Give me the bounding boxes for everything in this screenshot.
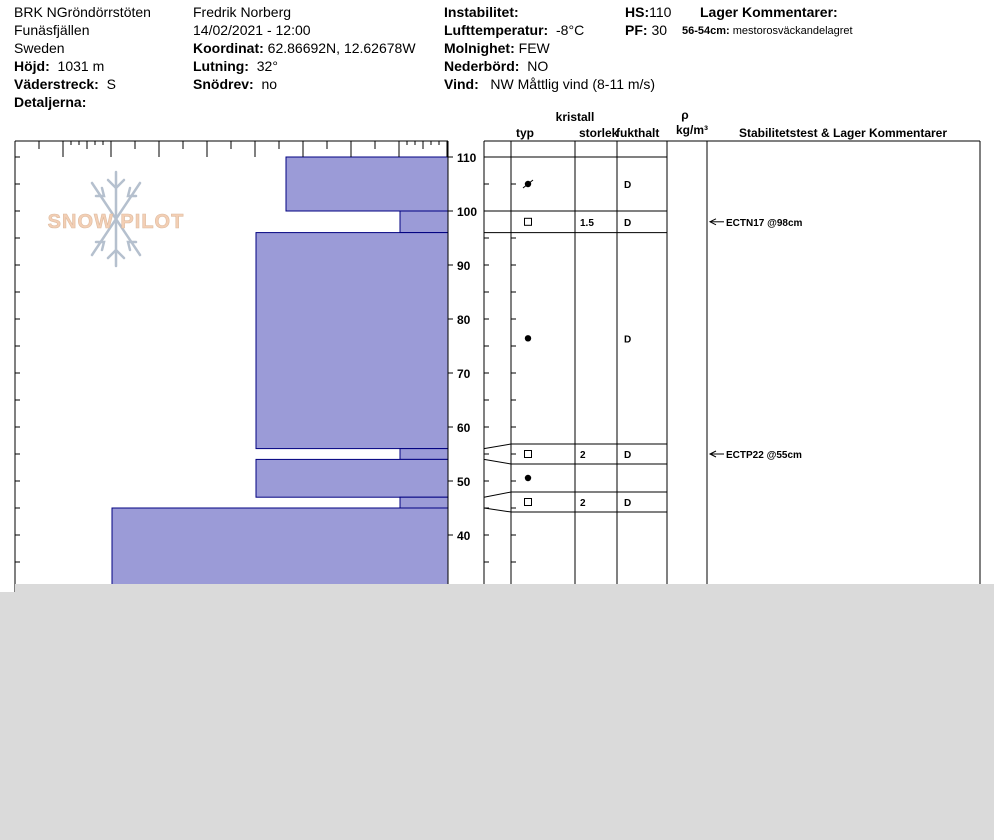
hardness-bar <box>400 449 448 460</box>
moisture-value: D <box>624 180 632 191</box>
logo-text: SNOW PILOT <box>47 211 185 233</box>
height-tick-label: 50 <box>457 475 471 489</box>
col-stability: Stabilitetstest & Lager Kommentarer <box>738 126 948 140</box>
left-axis-ticks <box>15 157 20 562</box>
height-tick-label: 110 <box>457 151 477 165</box>
height-tick-label: 40 <box>457 529 471 543</box>
location: BRK NGröndörrstöten <box>14 4 151 20</box>
coord-label: Koordinat: <box>193 40 264 56</box>
faceted-grain-icon <box>525 451 532 458</box>
slope-value: 32° <box>256 58 278 74</box>
height-tick-label: 80 <box>457 313 471 327</box>
precip-value: NO <box>527 58 549 74</box>
moisture-value: D <box>624 217 632 229</box>
unrendered-area <box>0 592 994 840</box>
grain-size: 1.5 <box>580 217 594 229</box>
hardness-bar <box>112 508 448 589</box>
col-rho: ρ <box>681 108 689 122</box>
country: Sweden <box>14 40 65 56</box>
precip-label: Nederbörd: <box>444 58 520 74</box>
height-tick-label: 60 <box>457 421 471 435</box>
observer: Fredrik Norberg <box>193 4 292 20</box>
faceted-grain-icon <box>525 218 532 225</box>
hardness-bar <box>400 497 448 508</box>
layer-comment-range: 56-54cm: <box>682 25 730 37</box>
grain-size: 2 <box>580 450 586 461</box>
layer-connector <box>484 444 511 449</box>
col-density-unit: kg/m³ <box>675 123 709 137</box>
layer-comment-text: mestorosväckandelagret <box>732 25 853 37</box>
drift-label: Snödrev: <box>193 76 254 92</box>
hs-value: 110 <box>649 4 672 20</box>
grain-size: 2 <box>580 498 586 509</box>
elevation-value: 1031 m <box>57 58 105 74</box>
details-label: Detaljerna: <box>14 94 87 110</box>
cloud-value: FEW <box>518 40 550 56</box>
hardness-top-ticks <box>15 141 447 157</box>
moisture-value: D <box>624 450 632 461</box>
height-axis-labels <box>448 151 477 543</box>
layer-comments-title: Lager Kommentarer: <box>700 4 838 20</box>
layer-connector <box>484 508 511 512</box>
aspect-label: Väderstreck: <box>14 76 99 92</box>
elevation-label: Höjd: <box>14 58 50 74</box>
col-moisture: fukthalt <box>616 126 660 140</box>
cloud-label: Molnighet: <box>444 40 515 56</box>
hardness-bar <box>286 157 448 211</box>
slope-label: Lutning: <box>193 58 249 74</box>
hardness-bar <box>256 233 448 449</box>
unrendered-area-edge <box>15 584 994 592</box>
snowpilot-logo <box>48 172 185 266</box>
stability-tests <box>710 218 803 461</box>
hs-label: HS: <box>625 4 650 20</box>
layer-connector <box>484 459 511 464</box>
pf-label: PF: <box>625 22 648 38</box>
height-tick-label: 90 <box>457 259 471 273</box>
wind-label: Vind: <box>444 76 479 92</box>
stability-test-label: ECTP22 @55cm <box>726 450 802 461</box>
hardness-bar <box>256 459 448 497</box>
datetime: 14/02/2021 - 12:00 <box>193 22 311 38</box>
drift-value: no <box>261 76 278 92</box>
stability-test-label: ECTN17 @98cm <box>726 217 803 229</box>
col-type: typ <box>516 126 534 140</box>
region: Funäsfjällen <box>14 22 90 38</box>
layer-connector <box>484 492 511 497</box>
height-tick-label: 100 <box>457 205 478 219</box>
moisture-value: D <box>624 334 632 346</box>
airtemp-label: Lufttemperatur: <box>444 22 549 38</box>
hardness-bar <box>400 211 448 233</box>
col-crystal: kristall <box>555 110 595 124</box>
pf-value: 30 <box>651 22 668 38</box>
instability-label: Instabilitet: <box>444 4 519 20</box>
airtemp-value: -8°C <box>556 22 585 38</box>
height-tick-label: 70 <box>457 367 471 381</box>
wind-value: NW Måttlig vind (8-11 m/s) <box>490 76 656 92</box>
coord-value: 62.86692N, 12.62678W <box>267 40 416 56</box>
moisture-value: D <box>624 498 632 509</box>
rounded-grain-icon <box>525 475 531 481</box>
col-size: storlek <box>579 126 619 140</box>
rounded-grain-icon <box>525 335 531 341</box>
faceted-grain-icon <box>525 499 532 506</box>
aspect-value: S <box>106 76 116 92</box>
